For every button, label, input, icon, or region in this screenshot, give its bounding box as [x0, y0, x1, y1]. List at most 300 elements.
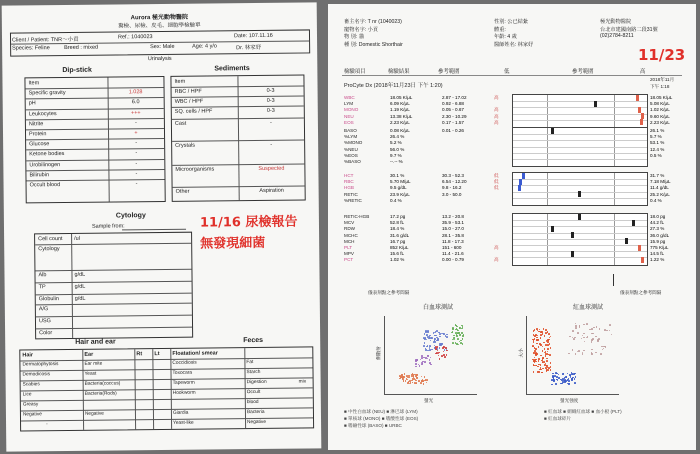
scatter-dot: [535, 359, 537, 361]
scatter-dot: [533, 352, 535, 354]
scatter-dot: [611, 334, 613, 336]
result-value: 56.0 %: [390, 146, 405, 152]
dipstick-value: +++: [130, 109, 141, 116]
sediment-value: Suspected: [258, 165, 285, 172]
sex-field: Sex: Male: [150, 43, 175, 51]
range-high-line: [614, 95, 615, 127]
range-row-divider: [513, 198, 647, 199]
scatter-dot: [556, 379, 558, 381]
rbc-scatter-plot: [526, 316, 619, 395]
scatter-dot: [439, 347, 441, 349]
result-previous: 5.08 K/μL: [650, 101, 670, 107]
result-value: 23.9 K/μL: [390, 191, 410, 197]
scatter-dot: [426, 339, 428, 341]
range-high-line: [614, 173, 615, 205]
scatter-dot: [457, 338, 459, 340]
sediment-item: SQ. cells / HPF: [174, 108, 213, 115]
doctor-field: Dr. 林家妤: [236, 44, 262, 52]
result-reference: 13.2 - 20.8: [442, 214, 464, 219]
row-divider: [35, 243, 191, 246]
result-previous: 15.9 pg: [650, 238, 666, 244]
scatter-dot: [577, 332, 579, 334]
sediments-heading: Sediments: [214, 65, 250, 73]
dipstick-table: [24, 76, 165, 203]
legend-line: ■ 紅血球碎片: [544, 416, 572, 421]
row-divider: [36, 327, 192, 330]
column-header: 參考範圍: [438, 69, 460, 75]
column-header: 檢驗項目: [344, 69, 366, 75]
scatter-dot: [415, 366, 417, 368]
row-divider: [36, 281, 192, 284]
row-divider: [21, 407, 313, 411]
column-header: 低: [504, 69, 510, 75]
scatter-dot: [543, 328, 545, 330]
result-name: MCV: [344, 220, 355, 226]
result-value: 1.19 K/μL: [390, 107, 410, 113]
result-name: %LYM: [344, 134, 358, 140]
result-flag: 高: [494, 119, 499, 125]
dipstick-item: Bilirubin: [29, 171, 50, 179]
scatter-dot: [536, 337, 538, 339]
result-marker: [641, 257, 644, 263]
result-flag: 高: [494, 257, 499, 263]
scatter-dot: [542, 368, 544, 370]
result-previous: 1.02 K/μL: [650, 107, 670, 113]
scatter-dot: [573, 338, 575, 340]
cytology-row-label: Color: [39, 330, 53, 337]
scatter-dot: [437, 346, 439, 348]
hair-table-cell: Bacteria: [246, 409, 265, 416]
owner-line: 寵物名字: 小貢: [344, 26, 379, 33]
client-field: Client / Patient: TNR～小貢: [12, 36, 79, 44]
scatter-dot: [568, 380, 570, 382]
scale-date: 2018年11月: [650, 77, 675, 82]
result-flag: 低: [494, 185, 499, 191]
sediments-table: [170, 74, 305, 201]
reference-arrow: [613, 274, 614, 286]
scatter-dot: [603, 348, 605, 350]
hair-table-cell: Bacteria(coccus): [84, 381, 121, 387]
result-marker: [571, 251, 574, 257]
scatter-dot: [545, 367, 547, 369]
scatter-dot: [557, 380, 559, 382]
scatter-dot: [533, 341, 535, 343]
scatter-dot: [547, 369, 549, 371]
scatter-dot: [599, 328, 601, 330]
sediment-item: Cast: [174, 120, 187, 127]
result-marker: [578, 191, 581, 197]
range-bar-group: [512, 127, 648, 167]
breed-field: Breed : mixed: [64, 44, 99, 52]
species-field: Species: Feline: [12, 45, 50, 52]
result-name: MCHC: [344, 232, 358, 238]
scatter-dot: [572, 349, 574, 351]
scatter-dot: [549, 354, 551, 356]
result-name: RETIC: [344, 191, 358, 197]
hair-table-cell: Bacteria(Rods): [84, 391, 117, 397]
result-value: 0.4 %: [390, 197, 402, 203]
hair-table-header: Lt: [154, 351, 160, 358]
scatter-dot: [556, 376, 558, 378]
range-row-divider: [513, 120, 647, 121]
result-previous: 31.7 %: [650, 173, 665, 178]
scatter-dot: [419, 365, 421, 367]
sediment-value: -: [270, 141, 273, 148]
sediment-item: RBC / HPF: [174, 88, 202, 95]
result-previous: 18.05 K/μL: [650, 95, 673, 100]
scatter-dot: [581, 338, 583, 340]
scatter-dot: [438, 355, 440, 357]
result-previous: 11.4 g/dL: [650, 185, 669, 191]
scatter-dot: [418, 380, 420, 382]
result-reference: 15.0 - 27.0: [442, 226, 464, 232]
cytology-row-unit: g/dL: [74, 283, 86, 290]
dipstick-item: Ketone bodies: [29, 151, 65, 158]
result-flag: 高: [494, 95, 499, 100]
owner-line: 種 別: Domestic Shorthair: [344, 41, 403, 48]
scatter-dot: [574, 382, 576, 384]
scatter-dot: [453, 335, 455, 337]
cbc-report-sheet: [328, 4, 696, 450]
scatter-dot: [425, 337, 427, 339]
scatter-dot: [454, 337, 456, 339]
result-reference: 151 - 600: [442, 245, 462, 250]
scatter-dot: [439, 358, 441, 360]
scatter-dot: [589, 329, 591, 331]
scatter-dot: [542, 346, 544, 348]
range-row-divider: [513, 226, 647, 227]
hair-table-cell: Ear mite: [84, 361, 103, 367]
result-value: 5.70 M/μL: [390, 179, 411, 185]
scatter-dot: [434, 340, 436, 342]
scatter-dot: [575, 376, 577, 378]
result-value: 9.7 %: [390, 152, 402, 158]
scatter-dot: [412, 376, 414, 378]
legend-line: ■ 單核球 (MONO) ■ 嗜酸性球 (EOS): [344, 416, 419, 421]
dipstick-item: Item: [28, 80, 40, 87]
scatter-dot: [571, 378, 573, 380]
dipstick-value: -: [134, 120, 137, 127]
result-reference: 6.54 - 12.20: [442, 179, 467, 185]
hair-table-header: Rt: [136, 351, 143, 358]
scatter-dot: [591, 341, 593, 343]
scatter-dot: [568, 383, 570, 385]
cytology-row-label: A/G: [38, 306, 49, 313]
scatter-dot: [583, 333, 585, 335]
scatter-dot: [440, 344, 442, 346]
scatter-dot: [591, 353, 593, 355]
result-name: %NEU: [344, 146, 358, 152]
row-divider: [35, 269, 191, 272]
owner-line: 物 別: 貓: [344, 34, 364, 40]
cytology-row-label: TP: [38, 284, 46, 291]
result-reference: 3.0 - 50.0: [442, 191, 462, 197]
scatter-dot: [592, 338, 594, 340]
result-marker: [518, 185, 521, 191]
scatter-dot: [543, 342, 545, 344]
result-reference: 2.30 - 10.29: [442, 113, 467, 119]
dipstick-heading: Dip-stick: [62, 66, 92, 75]
legend-line: ■ 嗜鹼性球 (BASO) ■ URBC: [344, 423, 402, 428]
scatter-dot: [431, 349, 433, 351]
sediment-value: 0-3: [266, 107, 275, 114]
result-name: WBC: [344, 95, 355, 100]
hair-table-cell: Dermatophytosis: [22, 362, 59, 368]
scatter-dot: [595, 336, 597, 338]
scatter-dot: [547, 348, 549, 350]
hair-table-cell: Yeast: [84, 371, 97, 377]
procyte-run: ProCyte Dx (2018年11月23日 下午 1:20): [344, 83, 443, 89]
scatter-dot: [424, 342, 426, 344]
range-row-divider: [513, 245, 647, 246]
cytology-heading: Cytology: [115, 212, 146, 220]
scatter-dot: [584, 341, 586, 343]
range-row-divider: [513, 251, 647, 252]
sediment-item: Other: [175, 188, 190, 195]
wbc-scatter-title: 白血球測試: [423, 305, 454, 311]
dipstick-value: -: [135, 171, 138, 178]
result-flag: 低: [494, 173, 499, 178]
scatter-dot: [574, 378, 576, 380]
scatter-dot: [462, 326, 464, 328]
urinalysis-heading: Urinalysis: [147, 55, 172, 63]
scatter-dot: [454, 339, 456, 341]
result-flag: 高: [494, 113, 499, 119]
dipstick-value: -: [135, 140, 138, 147]
urinalysis-report-sheet: [2, 2, 322, 451]
scatter-dot: [435, 346, 437, 348]
result-marker: [551, 128, 554, 134]
result-name: NEU: [344, 113, 354, 119]
wbc-x-axis: 螢光: [424, 398, 434, 403]
scatter-dot: [548, 333, 550, 335]
scatter-dot: [430, 340, 432, 342]
scatter-dot: [551, 379, 553, 381]
result-value: 6.09 K/μL: [390, 101, 410, 107]
scatter-dot: [452, 328, 454, 330]
result-reference: 11.4 - 21.6: [442, 251, 464, 257]
result-value: 52.8 fL: [390, 220, 405, 226]
result-reference: 28.1 - 35.8: [442, 232, 464, 238]
result-value: 17.2 pg: [390, 214, 406, 219]
scatter-dot: [443, 351, 445, 353]
result-value: 26.4 %: [390, 134, 405, 140]
scatter-dot: [552, 373, 554, 375]
scatter-dot: [439, 336, 441, 338]
rbc-x-axis: 螢光強度: [560, 398, 579, 403]
scatter-dot: [595, 352, 597, 354]
scatter-dot: [406, 375, 408, 377]
scatter-dot: [461, 332, 463, 334]
feces-heading: Feces: [243, 336, 264, 345]
scatter-dot: [427, 330, 429, 332]
scatter-dot: [446, 354, 448, 356]
scatter-dot: [429, 337, 431, 339]
range-low-line: [547, 95, 548, 127]
hair-table-cell: -: [46, 422, 48, 428]
scatter-dot: [545, 344, 547, 346]
scatter-dot: [421, 376, 423, 378]
hair-table-cell: Lice: [22, 392, 32, 398]
range-row-divider: [513, 114, 647, 115]
pet-line: 體重:: [494, 26, 506, 33]
row-divider: [36, 315, 192, 318]
sediment-item: WBC / HPF: [174, 98, 204, 105]
scale-time: 下午 1:18: [650, 84, 670, 89]
scatter-dot: [461, 328, 463, 330]
range-row-divider: [513, 233, 647, 234]
hair-table-cell: Starch: [246, 369, 261, 376]
wbc-scatter-plot: [384, 316, 477, 395]
scatter-dot: [427, 355, 429, 357]
result-previous: 14.5 fL: [650, 251, 665, 257]
result-reference: 35.9 - 53.1: [442, 220, 464, 226]
scatter-dot: [550, 347, 552, 349]
scatter-dot: [544, 348, 546, 350]
column-header: 檢驗結果: [388, 69, 410, 75]
row-divider: [21, 417, 313, 421]
result-value: 1.02 %: [390, 257, 405, 263]
row-divider: [21, 377, 313, 381]
scatter-dot: [551, 384, 553, 386]
footnote-right: 儀表刻點之參考間隔: [620, 290, 662, 295]
hair-table-cell: blood: [246, 399, 259, 406]
result-name: LYM: [344, 101, 354, 107]
result-previous: 26.1 %: [650, 128, 665, 133]
scatter-dot: [558, 377, 560, 379]
scatter-dot: [457, 330, 459, 332]
cytology-row-unit: g/dL: [74, 295, 86, 302]
hair-table-cell: Demodicosis: [22, 372, 51, 378]
dipstick-item: pH: [28, 100, 36, 107]
legend-line: ■ 紅血球 ■ 網織紅血球 ■ 血小板 (PLT): [544, 409, 622, 414]
scatter-dot: [451, 332, 453, 334]
result-reference: 0.00 - 0.79: [442, 257, 464, 263]
cbc-results: [328, 4, 696, 304]
scatter-dot: [437, 339, 439, 341]
result-value: 15.6 fL: [390, 251, 405, 257]
dipstick-item: Protein: [28, 131, 47, 138]
result-marker: [578, 214, 581, 220]
scatter-dot: [582, 353, 584, 355]
scatter-dot: [546, 358, 548, 360]
scatter-dot: [425, 357, 427, 359]
result-reference: 0.17 - 1.57: [442, 119, 464, 125]
result-marker: [636, 95, 639, 101]
cytology-table: [34, 232, 193, 340]
scatter-dot: [416, 359, 418, 361]
result-reference: 9.8 - 16.2: [442, 185, 462, 191]
scatter-dot: [446, 350, 448, 352]
range-row-divider: [513, 147, 647, 148]
result-reference: 0.92 - 6.88: [442, 101, 464, 107]
scatter-dot: [424, 376, 426, 378]
row-divider: [21, 397, 313, 401]
scatter-dot: [429, 359, 431, 361]
result-previous: 1.22 %: [650, 257, 665, 263]
row-divider: [36, 303, 192, 306]
result-previous: 0.4 %: [650, 197, 662, 203]
report-subtitle: 糞檢、尿檢、皮毛、細胞學檢驗單: [118, 22, 201, 30]
scatter-dot: [408, 376, 410, 378]
dipstick-value: -: [135, 160, 138, 167]
range-row-divider: [513, 179, 647, 180]
result-value: 9.5 g/dL: [390, 185, 407, 191]
hair-table-header: Ear: [84, 351, 94, 358]
scatter-dot: [540, 337, 542, 339]
hair-table-cell: Yeast-like: [173, 420, 194, 426]
scatter-dot: [600, 353, 602, 355]
result-name: MONO: [344, 107, 359, 113]
scatter-dot: [558, 374, 560, 376]
column-divider: [71, 234, 73, 338]
result-name: RETIC-HGB: [344, 214, 370, 219]
scatter-dot: [546, 360, 548, 362]
scatter-dot: [446, 334, 448, 336]
scatter-dot: [424, 361, 426, 363]
clinic-line: 台北市建國南路二段31號: [600, 26, 658, 33]
hair-table-cell: Digestion: [246, 379, 267, 386]
rbc-y-axis: 大小: [518, 348, 524, 358]
wbc-y-axis: 側散射: [375, 346, 381, 360]
result-previous: 775 K/μL: [650, 245, 669, 250]
hair-table-cell: Greasy: [22, 402, 39, 408]
dipstick-item: Glucose: [29, 141, 50, 148]
range-row-divider: [513, 185, 647, 186]
scatter-dot: [583, 324, 585, 326]
scatter-dot: [544, 361, 546, 363]
cytology-row-label: Globulin: [38, 296, 59, 303]
scatter-dot: [587, 336, 589, 338]
result-marker: [625, 238, 628, 244]
scatter-dot: [405, 380, 407, 382]
scatter-dot: [426, 382, 428, 384]
scatter-dot: [565, 376, 567, 378]
scatter-dot: [537, 366, 539, 368]
hair-table-header: Floatation/ smear: [172, 350, 218, 357]
result-previous: 53.1 %: [650, 140, 665, 146]
result-previous: 5.7 %: [650, 134, 662, 140]
scatter-dot: [446, 336, 448, 338]
row-divider: [20, 357, 312, 361]
result-reference: 0.05 - 0.67: [442, 107, 464, 113]
result-value: 16.7 pg: [390, 238, 406, 244]
legend-line: ■ 中性白血球 (NEU) ■ 淋巴球 (LYM): [344, 409, 418, 414]
sediment-item: Crystals: [175, 142, 196, 149]
result-previous: 25.2 K/μL: [650, 191, 670, 197]
dipstick-value: -: [135, 150, 138, 157]
scatter-dot: [597, 340, 599, 342]
scatter-dot: [592, 333, 594, 335]
range-row-divider: [513, 159, 647, 160]
scatter-dot: [404, 373, 406, 375]
scatter-dot: [423, 345, 425, 347]
scatter-dot: [540, 334, 542, 336]
result-previous: 12.4 %: [650, 146, 665, 152]
result-value: --.-- %: [390, 159, 403, 164]
clinic-line: 極光動物醫院: [600, 19, 632, 25]
cytology-row-label: Cytology: [38, 246, 60, 253]
dipstick-value: +: [134, 130, 138, 137]
cytology-row-unit: /ul: [74, 235, 80, 242]
scatter-dot: [415, 380, 417, 382]
scatter-dot: [533, 371, 535, 373]
pet-line: 年齡: 4 歲: [494, 34, 517, 40]
result-marker: [594, 101, 597, 107]
clinic-line: (02)2784-8211: [600, 33, 634, 39]
sediment-value: -: [269, 119, 272, 126]
scatter-dot: [452, 342, 454, 344]
